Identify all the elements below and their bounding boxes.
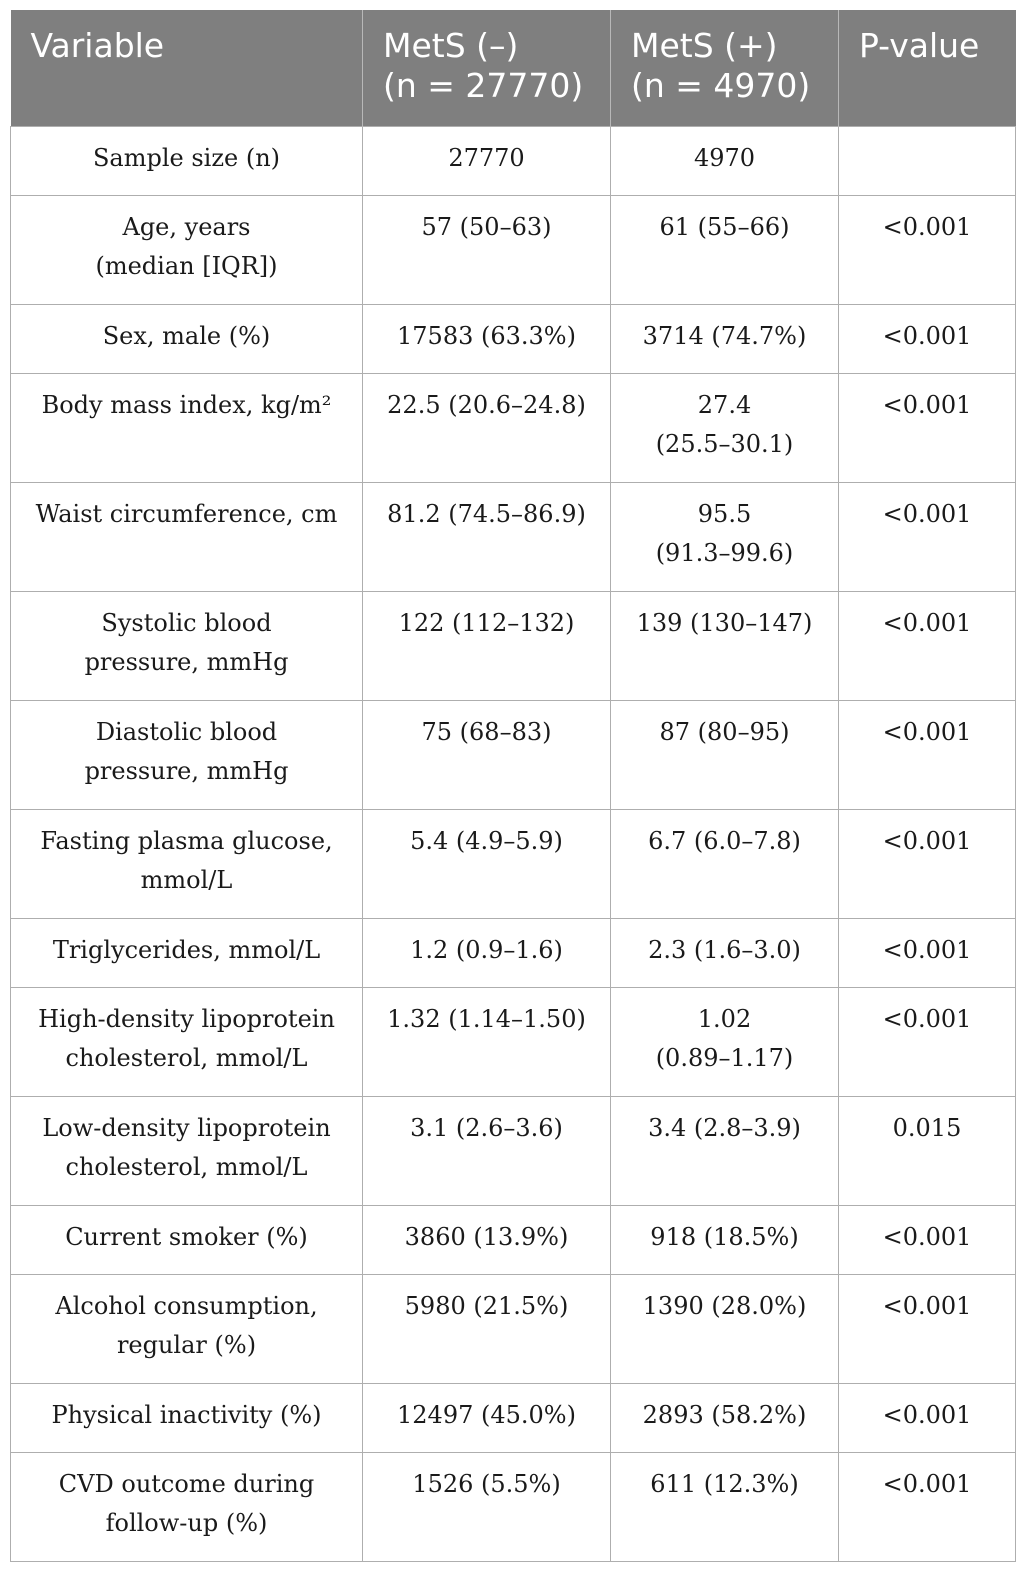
cell-variable: Fasting plasma glucose, mmol/L — [11, 809, 363, 918]
cell-variable: Low-density lipoprotein cholesterol, mmol/L — [11, 1096, 363, 1205]
table-row — [11, 1205, 1016, 1274]
cell-mets-positive: 4970 — [611, 126, 839, 195]
cell-p-value: <0.001 — [839, 809, 1016, 918]
cell-mets-negative: 1.32 (1.14–1.50) — [363, 987, 611, 1096]
cell-variable: Sex, male (%) — [11, 304, 363, 373]
cell-variable: CVD outcome during follow-up (%) — [11, 1452, 363, 1561]
cell-p-value: <0.001 — [839, 373, 1016, 482]
table-row — [11, 700, 1016, 809]
cell-variable: Current smoker (%) — [11, 1205, 363, 1274]
cell-p-value: <0.001 — [839, 1274, 1016, 1383]
cell-mets-negative: 3.1 (2.6–3.6) — [363, 1096, 611, 1205]
cell-mets-negative: 57 (50–63) — [363, 195, 611, 304]
cell-mets-positive: 2893 (58.2%) — [611, 1383, 839, 1452]
cell-mets-positive: 87 (80–95) — [611, 700, 839, 809]
cell-p-value: <0.001 — [839, 304, 1016, 373]
cell-p-value: <0.001 — [839, 700, 1016, 809]
cell-p-value — [839, 126, 1016, 195]
cell-mets-positive: 3.4 (2.8–3.9) — [611, 1096, 839, 1205]
table-row — [11, 987, 1016, 1096]
cell-variable: High-density lipoprotein cholesterol, mmol/L — [11, 987, 363, 1096]
cell-mets-negative: 5.4 (4.9–5.9) — [363, 809, 611, 918]
cell-variable: Waist circumference, cm — [11, 482, 363, 591]
cell-mets-negative: 27770 — [363, 126, 611, 195]
cell-p-value: <0.001 — [839, 987, 1016, 1096]
cell-variable: Alcohol consumption, regular (%) — [11, 1274, 363, 1383]
cell-mets-positive: 6.7 (6.0–7.8) — [611, 809, 839, 918]
cell-mets-negative: 1.2 (0.9–1.6) — [363, 918, 611, 987]
cell-variable: Age, years (median [IQR]) — [11, 195, 363, 304]
cell-p-value: <0.001 — [839, 195, 1016, 304]
table-row — [11, 1383, 1016, 1452]
cell-mets-negative: 122 (112–132) — [363, 591, 611, 700]
table-row — [11, 304, 1016, 373]
cell-variable: Triglycerides, mmol/L — [11, 918, 363, 987]
cell-mets-positive: 918 (18.5%) — [611, 1205, 839, 1274]
cell-p-value: <0.001 — [839, 1383, 1016, 1452]
cell-mets-positive: 139 (130–147) — [611, 591, 839, 700]
cell-mets-positive: 1.02 (0.89–1.17) — [611, 987, 839, 1096]
table-row — [11, 591, 1016, 700]
cell-mets-positive: 27.4 (25.5–30.1) — [611, 373, 839, 482]
cell-mets-negative: 1526 (5.5%) — [363, 1452, 611, 1561]
cell-mets-negative: 81.2 (74.5–86.9) — [363, 482, 611, 591]
cell-mets-negative: 75 (68–83) — [363, 700, 611, 809]
table-row — [11, 1274, 1016, 1383]
table-row — [11, 195, 1016, 304]
cell-p-value: <0.001 — [839, 591, 1016, 700]
table-row — [11, 809, 1016, 918]
cell-p-value: <0.001 — [839, 918, 1016, 987]
cell-p-value: <0.001 — [839, 1205, 1016, 1274]
header-row — [11, 10, 1016, 126]
header-mets-negative: MetS (–) (n = 27770) — [363, 10, 611, 126]
cell-mets-negative: 22.5 (20.6–24.8) — [363, 373, 611, 482]
header-variable: Variable — [11, 10, 363, 126]
header-p-value: P-value — [839, 10, 1016, 126]
table-row — [11, 126, 1016, 195]
table-row — [11, 918, 1016, 987]
cell-p-value: <0.001 — [839, 1452, 1016, 1561]
baseline-characteristics-table — [10, 10, 1016, 1562]
cell-variable: Body mass index, kg/m² — [11, 373, 363, 482]
cell-mets-negative: 3860 (13.9%) — [363, 1205, 611, 1274]
table-row — [11, 1096, 1016, 1205]
cell-variable: Diastolic blood pressure, mmHg — [11, 700, 363, 809]
header-mets-positive: MetS (+) (n = 4970) — [611, 10, 839, 126]
cell-p-value: 0.015 — [839, 1096, 1016, 1205]
cell-mets-negative: 17583 (63.3%) — [363, 304, 611, 373]
cell-mets-positive: 61 (55–66) — [611, 195, 839, 304]
cell-p-value: <0.001 — [839, 482, 1016, 591]
cell-mets-positive: 2.3 (1.6–3.0) — [611, 918, 839, 987]
table-row — [11, 1452, 1016, 1561]
cell-variable: Physical inactivity (%) — [11, 1383, 363, 1452]
cell-variable: Systolic blood pressure, mmHg — [11, 591, 363, 700]
cell-variable: Sample size (n) — [11, 126, 363, 195]
table-row — [11, 482, 1016, 591]
table-row — [11, 373, 1016, 482]
cell-mets-negative: 12497 (45.0%) — [363, 1383, 611, 1452]
cell-mets-positive: 3714 (74.7%) — [611, 304, 839, 373]
cell-mets-positive: 1390 (28.0%) — [611, 1274, 839, 1383]
cell-mets-negative: 5980 (21.5%) — [363, 1274, 611, 1383]
cell-mets-positive: 95.5 (91.3–99.6) — [611, 482, 839, 591]
cell-mets-positive: 611 (12.3%) — [611, 1452, 839, 1561]
